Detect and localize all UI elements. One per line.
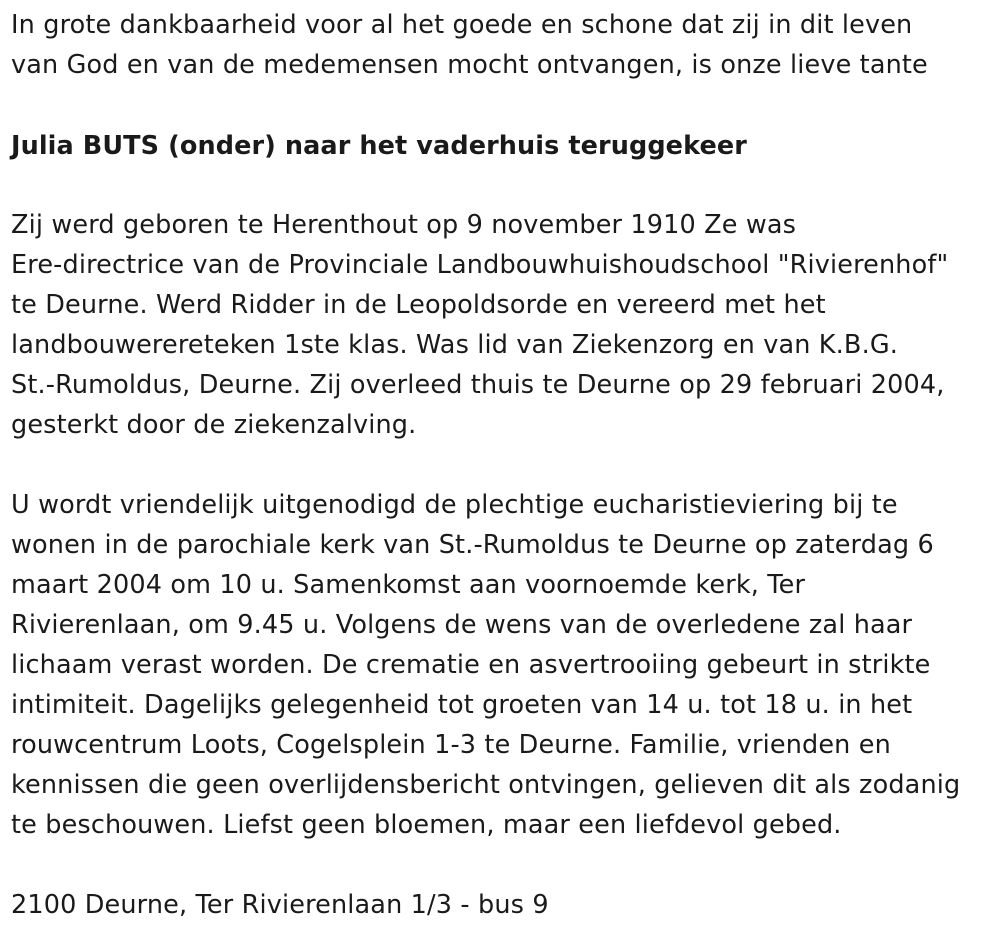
bio-line: Ere-directrice van de Provinciale Landbouwhuishoudschool "Rivierenhof" [11,250,949,280]
invitation-line: te beschouwen. Liefst geen bloemen, maar een liefdevol gebed. [11,810,842,840]
bio-line: landbouwerereteken 1ste klas. Was lid van Ziekenzorg en van K.B.G. [11,330,898,360]
bio-line: te Deurne. Werd Ridder in de Leopoldsorde en vereerd met het [11,290,826,320]
invitation-line: wonen in de parochiale kerk van St.-Rumoldus te Deurne op zaterdag 6 [11,530,934,560]
obituary-heading: Julia BUTS (onder) naar het vaderhuis teruggekeer [11,131,747,161]
invitation-line: rouwcentrum Loots, Cogelsplein 1-3 te Deurne. Familie, vrienden en [11,730,891,760]
invitation-line: maart 2004 om 10 u. Samenkomst aan voornoemde kerk, Ter [11,570,806,600]
invitation-line: lichaam verast worden. De crematie en asvertrooiing gebeurt in strikte [11,650,931,680]
bio-line: Zij werd geboren te Herenthout op 9 november 1910 Ze was [11,210,797,240]
invitation-line: kennissen die geen overlijdensbericht ontvingen, gelieven dit als zodanig [11,770,961,800]
bio-line: gesterkt door de ziekenzalving. [11,410,417,440]
invitation-line: intimiteit. Dagelijks gelegenheid tot groeten van 14 u. tot 18 u. in het [11,690,913,720]
intro-line-1: In grote dankbaarheid voor al het goede en schone dat zij in dit leven [11,10,913,40]
invitation-line: Rivierenlaan, om 9.45 u. Volgens de wens van de overledene zal haar [11,610,913,640]
intro-line-2: van God en van de medemensen mocht ontvangen, is onze lieve tante [11,50,928,80]
bio-line: St.-Rumoldus, Deurne. Zij overleed thuis te Deurne op 29 februari 2004, [11,370,945,400]
address-line: 2100 Deurne, Ter Rivierenlaan 1/3 - bus 9 [11,890,549,920]
invitation-line: U wordt vriendelijk uitgenodigd de plechtige eucharistieviering bij te [11,490,898,520]
